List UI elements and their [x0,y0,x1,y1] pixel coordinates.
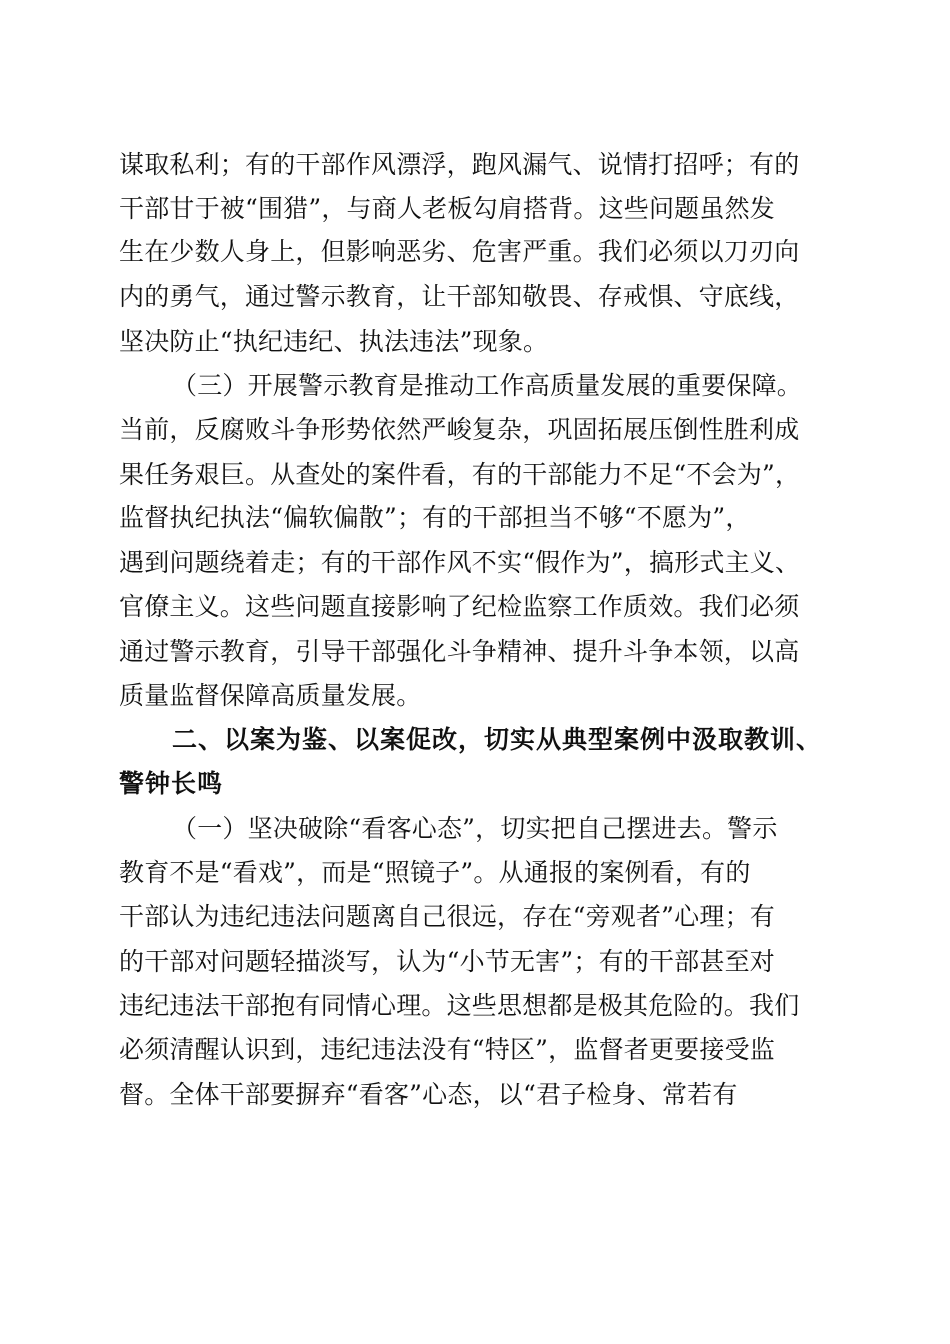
subheading-line: （三）开展警示教育是推动工作高质量发展的重要保障。 [172,371,803,400]
body-text-line: 果任务艰巨。从查处的案件看，有的干部能力不足“不会为”， [119,460,801,489]
subheading-line: （一）坚决破除“看客心态”，切实把自己摆进去。警示 [172,814,778,843]
body-text-line: 干部认为违纪违法问题离自己很远，存在“旁观者”心理；有 [119,902,775,931]
section-heading-line: 二、以案为鉴、以案促改，切实从典型案例中汲取教训、 [172,725,823,754]
body-text-line: 遇到问题绕着走；有的干部作风不实“假作为”，搞形式主义、 [119,548,801,577]
body-text-line: 教育不是“看戏”，而是“照镜子”。从通报的案例看，有的 [119,858,751,887]
body-text-line: 违纪违法干部抱有同情心理。这些思想都是极其危险的。我们 [119,991,800,1020]
body-text-line: 的干部对问题轻描淡写，认为“小节无害”；有的干部甚至对 [119,947,775,976]
section-heading-line: 警钟长鸣 [119,769,224,798]
body-text-line: 质量监督保障高质量发展。 [119,681,422,710]
body-text-line: 坚决防止“执纪违纪、执法违法”现象。 [119,327,549,356]
body-text-line: 必须清醒认识到，违纪违法没有“特区”，监督者更要接受监 [119,1035,775,1064]
body-text-line: 内的勇气，通过警示教育，让干部知敬畏、存戒惧、守底线， [119,282,800,311]
body-text-line: 生在少数人身上，但影响恶劣、危害严重。我们必须以刀刃向 [119,237,800,266]
body-text-line: 监督执纪执法“偏软偏散”；有的干部担当不够“不愿为”， [119,503,751,532]
body-text-line: 通过警示教育，引导干部强化斗争精神、提升斗争本领，以高 [119,637,800,666]
body-text-line: 干部甘于被“围猎”，与商人老板勾肩搭背。这些问题虽然发 [119,194,775,223]
body-text-line: 当前，反腐败斗争形势依然严峻复杂，巩固拓展压倒性胜利成 [119,415,800,444]
body-text-line: 官僚主义。这些问题直接影响了纪检监察工作质效。我们必须 [119,592,800,621]
body-text-line: 督。全体干部要摒弃“看客”心态，以“君子检身、常若有 [119,1080,738,1109]
body-text-line: 谋取私利；有的干部作风漂浮，跑风漏气、说情打招呼；有的 [119,150,800,179]
